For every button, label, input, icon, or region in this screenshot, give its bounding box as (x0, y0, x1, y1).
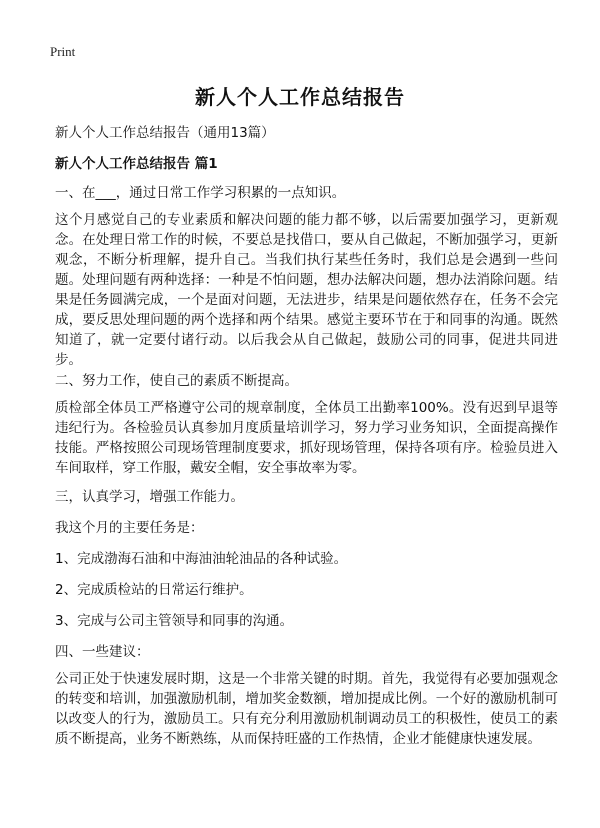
print-link[interactable]: Print (50, 44, 76, 59)
tasks-intro: 我这个月的主要任务是： (55, 520, 204, 536)
task-item-1: 1、完成渤海石油和中海油油轮油品的各种试验。 (55, 551, 348, 567)
document-subtitle: 新人个人工作总结报告（通用13篇） (55, 125, 275, 141)
paragraph-3: 公司正处于快速发展时期，这是一个非常关键的时期。首先，我觉得有必要加强观念的转变和培训，加强激励机制，增加奖金数额，增加提成比例。一个好的激励机制可以改变人的行为，激励员工。只有充分利用激励机制调动员工的积极性，使员工的素质不断提高，业务不断熟练，从而保持旺盛的工作热情，企业才能健康快速发展。 (55, 671, 558, 747)
item-2-heading: 二、努力工作，使自己的素质不断提高。 (55, 373, 298, 389)
section-heading: 新人个人工作总结报告 篇1 (55, 156, 218, 172)
paragraph-2: 质检部全体员工严格遵守公司的规章制度，全体员工出勤率100%。没有迟到早退等违纪行为。各检验员认真参加月度质量培训学习，努力学习业务知识，全面提高操作技能。严格按照公司现场管理制度要求，抓好现场管理，保持各项有序。检验员进入车间取样，穿工作服，戴安全帽，安全事故率为零。 (55, 400, 558, 476)
item-1-heading: 一、在___，通过日常工作学习积累的一点知识。 (55, 185, 346, 201)
paragraph-1: 这个月感觉自己的专业素质和解决问题的能力都不够，以后需要加强学习，更新观念。在处理日常工作的时候，不要总是找借口，要从自己做起，不断加强学习，更新观念，不断分析理解，提升自己。当我们执行某些任务时，我们总是会遇到一些问题。处理问题有两种选择：一种是不怕问题，想办法解决问题，想办法消除问题。结果是任务圆满完成，一个是面对问题，无法进步，结果是问题依然存在，任务不会完成，要反思处理问题的两个选择和两个结果。感觉主要环节在于和同事的沟通。既然知道了，就一定要付诸行动。以后我会从自己做起，鼓励公司的同事，促进共同进步。 (55, 212, 558, 368)
task-item-2: 2、完成质检站的日常运行维护。 (55, 582, 253, 598)
item-4-heading: 四、一些建议： (55, 644, 150, 660)
task-item-3: 3、完成与公司主管领导和同事的沟通。 (55, 613, 294, 629)
page-title: 新人个人工作总结报告 (195, 85, 405, 109)
item-3-heading: 三，认真学习，增强工作能力。 (55, 489, 244, 505)
